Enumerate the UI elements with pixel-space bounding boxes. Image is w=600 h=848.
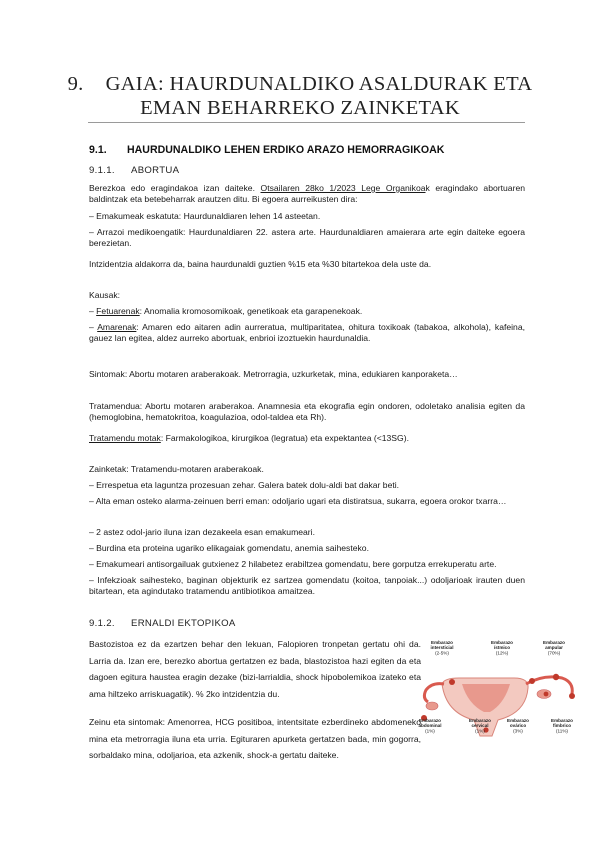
bottom-label-2: Embarazo ovárico (3%) <box>507 718 529 734</box>
treatment-types-label: Tratamendu motak <box>89 433 161 443</box>
care-item-3: – 2 astez odol-jario iluna izan dezakeela esan emakumeari. <box>89 527 315 537</box>
abortua-case-2: – Arrazoi medikoengatik: Haurdunaldiaren 22. astera arte. Haurdunaldiaren amaierara arte egin daiteke egoera berezietan. <box>89 227 525 248</box>
subsection-number: 9.1.2. <box>89 618 115 629</box>
cause-maternal <box>89 322 525 344</box>
intro-text: Berezkoa edo eragindakoa izan daiteke. <box>89 183 261 193</box>
cause-fetal <box>89 306 525 317</box>
subsection-heading-abortua <box>89 165 179 176</box>
chapter-title-line2: EMAN BEHARREKO ZAINKETAK <box>140 97 460 119</box>
top-label-1: Embarazo ístmico (12%) <box>491 640 513 656</box>
intro-text-continued: k eragindako abortuaren baldintzak eta betebeharrak arautzen ditu. Bi egoera aurreikusten dira: <box>89 183 525 204</box>
cause-maternal-label: Amarenak <box>97 322 137 332</box>
law-reference: Otsailaren 28ko 1/2023 Lege Organikoa <box>260 183 426 193</box>
cause-maternal-text: : Amaren edo aitaren adin aurreratua, multiparitatea, ohitura toxikoak (tabakoa, alkohola), kafeina, gauez lan egitea, aldez aurreko abortuak, enbrioi izoztuekin haurdunaldia. <box>89 322 525 343</box>
chapter-title <box>60 72 540 120</box>
care-intro: Zainketak: Tratamendu-motaren araberakoak. <box>89 464 264 474</box>
subsection-number: 9.1.1. <box>89 165 115 176</box>
isthmic-site <box>529 678 535 684</box>
abortua-intro <box>89 183 525 205</box>
care-item-2: – Alta eman osteko alarma-zeinuen berri eman: odoljario ugari eta distiratsua, sukarra, egoera orokor txarra… <box>89 496 507 506</box>
treatment: Tratamendua: Abortu motaren araberakoa. Anamnesia eta ekografia egin ondoren, odoletako analisia egiten da (hemoglobina, hematokritoa, koagulazioa, odol-taldea eta Rh). <box>89 401 525 422</box>
subsection-heading-ektopikoa <box>89 618 236 629</box>
symptoms: Sintomak: Abortu motaren araberakoak. Metrorragia, uzkurketak, mina, edukiaren kanporaketa… <box>89 369 458 379</box>
bottom-label-0: Embarazo abdominal (1%) <box>418 718 442 734</box>
left-ovary <box>426 702 438 710</box>
ectopic-pregnancy-figure <box>414 638 584 750</box>
treatment-types <box>89 433 525 444</box>
dash: – <box>89 322 98 332</box>
top-label-2: Embarazo ampular (70%) <box>543 640 565 656</box>
chapter-number: 9. <box>67 73 84 95</box>
abortua-incidence: Intzidentzia aldakorra da, baina haurdunaldi guztien %15 eta %30 bitartekoa dela uste da. <box>89 259 432 269</box>
ektopikoa-paragraph-2: Zeinu eta sintomak: Amenorrea, HCG positiboa, intentsitate ezberdineko abdomeneko mina eta metrorragia iluna eta urria. Egituraren apurketa gertatzen bada, min gogorra, sorbaldako mina, odoljarioa, eta azkenik, shock-a gertatu daiteke. <box>89 717 421 760</box>
interstitial-site <box>449 679 455 685</box>
care-item-1: – Errespetua eta laguntza prozesuan zehar. Galera batek dolu-aldi bat dakar beti. <box>89 480 400 490</box>
section-heading <box>89 144 444 156</box>
bottom-label-1: Embarazo cervical (1%) <box>469 718 491 734</box>
chapter-title-line1: GAIA: HAURDUNALDIKO ASALDURAK ETA <box>105 73 533 95</box>
care-item-4: – Burdina eta proteina ugariko elikagaiak gomendatu, anemia saihesteko. <box>89 543 369 553</box>
causes-label: Kausak: <box>89 290 121 300</box>
fimbrial-site <box>569 693 575 699</box>
left-fallopian-tube <box>424 684 444 702</box>
title-divider <box>88 122 525 123</box>
cause-fetal-label: Fetuarenak <box>96 306 140 316</box>
ektopikoa-paragraph-1: Bastozistoa ez da ezartzen behar den lekuan, Falopioren tronpetan gertatu ohi da. Larria da. Izan ere, berezko abortua gertatzen ez bada, blastozistoa hazi egiten da eta dagoen egitura haustea eragin dezake (bizi-larrialdia, shock hipobolemikoa izateko eta ama hiltzeko arriskuagatik). % 2ko intzidentzia du. <box>89 639 421 699</box>
treatment-types-text: : Farmakologikoa, kirurgikoa (legratua) eta expektantea (<13SG). <box>160 433 409 443</box>
section-title: HAURDUNALDIKO LEHEN ERDIKO ARAZO HEMORRAGIKOAK <box>127 144 445 156</box>
care-item-5: – Emakumeari antisorgailuak gutxienez 2 hilabetez erabiltzea gomendatu, bere gorputza errekuperatu arte. <box>89 559 497 569</box>
cause-fetal-text: : Anomalia kromosomikoak, genetikoak eta garapenekoak. <box>139 306 363 316</box>
abortua-case-1: – Emakumeak eskatuta: Haurdunaldiaren lehen 14 asteetan. <box>89 211 321 221</box>
section-number: 9.1. <box>89 144 107 156</box>
top-label-0: Embarazo intersticial (2-5%) <box>430 640 454 656</box>
ectopic-pregnancy-diagram <box>414 638 584 750</box>
subsection-title: ABORTUA <box>131 165 180 176</box>
ovarian-site <box>544 692 549 697</box>
subsection-title: ERNALDI EKTOPIKOA <box>131 618 236 629</box>
care-item-6: – Infekzioak saihesteko, baginan objekturik ez sartzea gomendatu (koitoa, tanpoiak...) odoljarioak irauten duen bitartean, eta agindutako tratamendu antibiotikoa amaitzea. <box>89 575 525 596</box>
ampullar-site <box>553 674 559 680</box>
dash: – <box>89 306 97 316</box>
bottom-label-3: Embarazo fímbrico (11%) <box>551 718 573 734</box>
